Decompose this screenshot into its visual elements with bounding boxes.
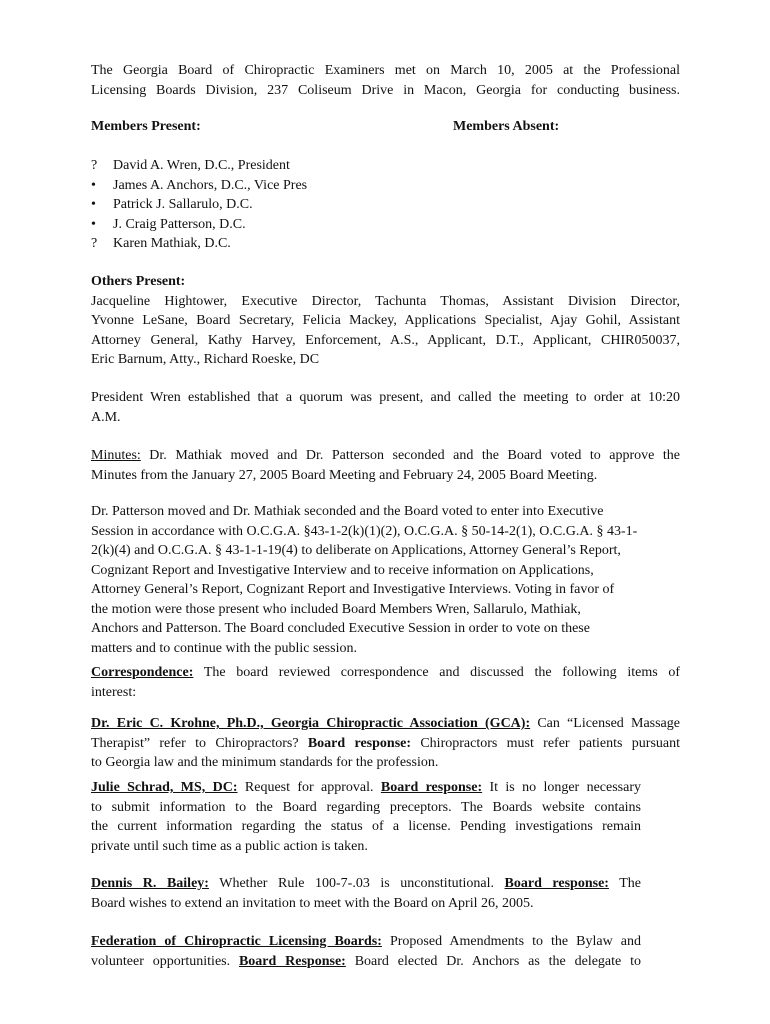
correspondent-name: Julie Schrad, MS, DC: <box>91 780 238 795</box>
krohne-item: Dr. Eric C. Krohne, Ph.D., Georgia Chiropractic Association (GCA): Can “Licensed Massage Therapist” refer to Chiropractors? Board response: Chiropractors must refer patients pursuant to Georgia law and the minimum standards for the profession. <box>91 716 680 770</box>
members-absent-label: Members Absent: <box>453 119 560 134</box>
members-header <box>91 119 680 139</box>
schrad-item: Julie Schrad, MS, DC: Request for approval. Board response: It is no longer necessary to submit information to the Board regarding preceptors. The Boards website contains the current information regarding the status of a license. Pending investigations remain private until such time as a public action is taken. <box>91 780 641 854</box>
minutes-paragraph: Minutes: Dr. Mathiak moved and Dr. Patterson seconded and the Board voted to approve the Minutes from the January 27, 2005 Board Meeting and February 24, 2005 Board Meeting. <box>91 448 680 483</box>
federation-item: Federation of Chiropractic Licensing Boards: Proposed Amendments to the Bylaw and volunteer opportunities. Board Response: Board elected Dr. Anchors as the delegate to <box>91 934 641 969</box>
correspondence-paragraph: Correspondence: The board reviewed correspondence and discussed the following items of interest: <box>91 665 680 700</box>
list-item: ? David A. Wren, D.C., President <box>91 156 307 176</box>
list-item: • Patrick J. Sallarulo, D.C. <box>91 195 307 215</box>
correspondence-label: Correspondence: <box>91 665 194 680</box>
bailey-item: Dennis R. Bailey: Whether Rule 100-7-.03 is unconstitutional. Board response: The Board wishes to extend an invitation to meet with the Board on April 26, 2005. <box>91 876 642 911</box>
list-item: ? Karen Mathiak, D.C. <box>91 234 307 254</box>
board-response-label: Board response: <box>504 876 609 891</box>
board-response-label: Board response: <box>380 780 483 795</box>
bullet: ? <box>91 158 98 173</box>
list-item: • James A. Anchors, D.C., Vice Pres <box>91 176 307 196</box>
bullet: • <box>91 216 96 232</box>
quorum-paragraph: President Wren established that a quorum was present, and called the meeting to order at 10:20 A.M. <box>91 390 680 425</box>
correspondent-name: Dr. Eric C. Krohne, Ph.D., Georgia Chiropractic Association (GCA): <box>91 716 531 731</box>
board-response-label: Board response: <box>307 735 412 751</box>
correspondent-name: Federation of Chiropractic Licensing Boards: <box>91 934 382 949</box>
members-present-label: Members Present: <box>91 119 201 134</box>
bullet: • <box>91 177 96 193</box>
list-item: • J. Craig Patterson, D.C. <box>91 215 307 235</box>
bullet: • <box>91 197 96 212</box>
intro-paragraph: The Georgia Board of Chiropractic Examiners met on March 10, 2005 at the Professional Licensing Boards Division, 237 Coliseum Drive in Macon, Georgia for conducting business. <box>91 63 680 98</box>
correspondent-name: Dennis R. Bailey: <box>91 876 209 891</box>
bullet: ? <box>91 236 98 251</box>
board-response-label: Board Response: <box>238 953 346 969</box>
others-present-section: Others Present: Jacqueline Hightower, Executive Director, Tachunta Thomas, Assistant Division Director, Yvonne LeSane, Board Secretary, Felicia Mackey, Applications Specialist, Ajay Gohil, Assistant Attorney General, Kathy Harvey, Enforcement, A.S., Applicant, D.T., Applicant, CHIR050037, Eric Barnum, Atty., Richard Roeske, DC <box>91 274 680 367</box>
others-present-label: Others Present: <box>91 274 186 289</box>
members-present-list <box>91 156 307 254</box>
executive-session-paragraph: Dr. Patterson moved and Dr. Mathiak seconded and the Board voted to enter into Executive Session in accordance with O.C.G.A. §43-1-2(k)(1)(2), O.C.G.A. § 50-14-2(1), O.C.G.A. § 43-1- 2(k)(4) and O.C.G.A. § 43-1-1-19(4) to deliberate on Applications, Attorney General’s Report, Cognizant Report and Investigative Interview and to receive information on Applications, Attorney General’s Report, Cognizant Report and Investigative Interviews. Voting in favor of the motion were those present who included Board Members Wren, Sallarulo, Mathiak, Anchors and Patterson. The Board concluded Executive Session in order to vote on these matters and to continue with the public session. <box>91 504 638 656</box>
minutes-label: Minutes: <box>91 448 141 463</box>
